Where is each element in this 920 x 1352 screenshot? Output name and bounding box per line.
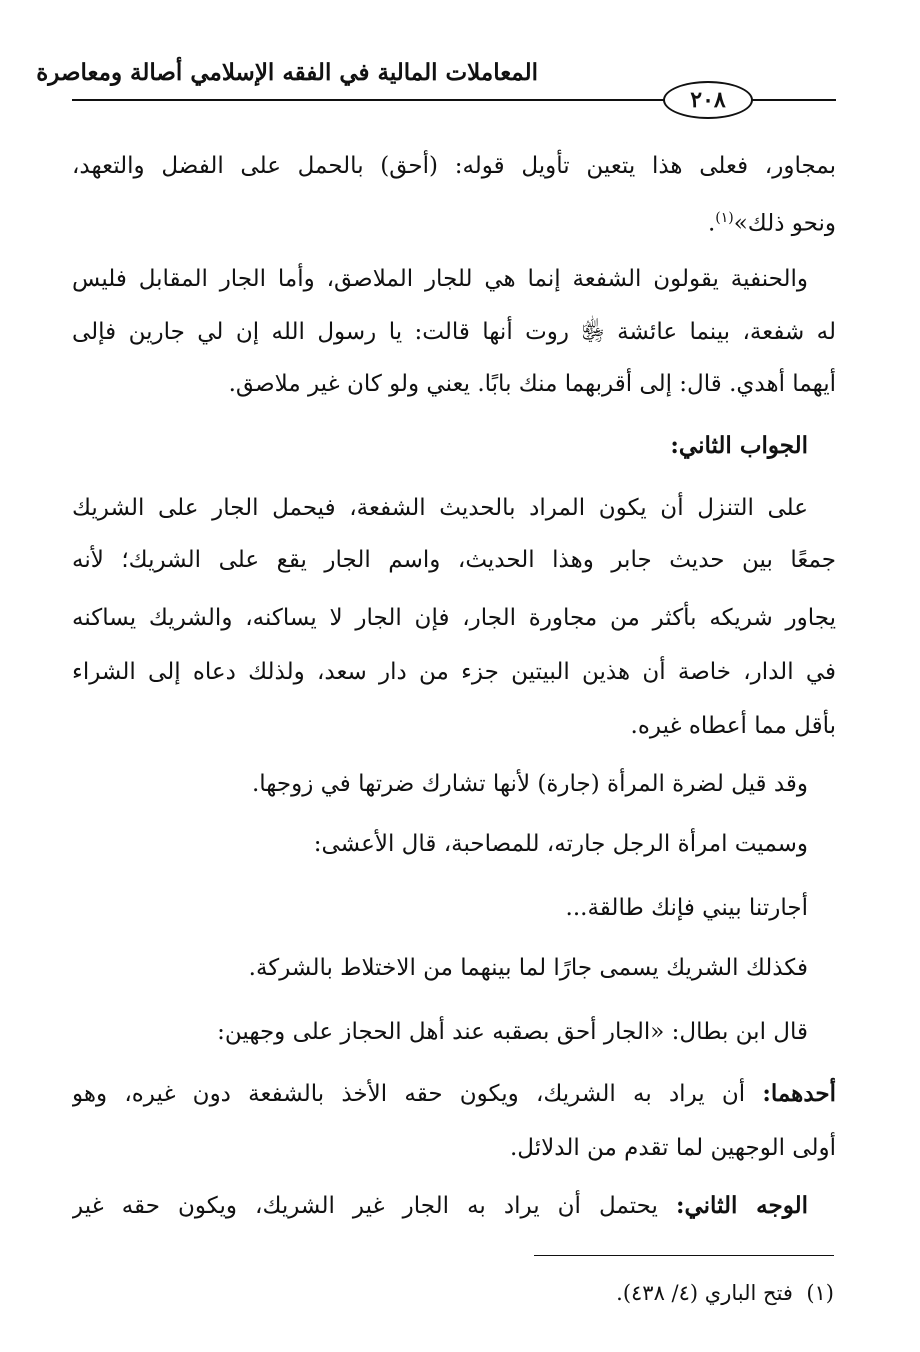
footnote-text: فتح الباري (٤/ ٤٣٨). xyxy=(616,1281,793,1305)
body-line: أولى الوجهين لما تقدم من الدلائل. xyxy=(510,1135,836,1161)
footnote-reference: (١) xyxy=(715,210,734,226)
body-line: في الدار، خاصة أن هذين البيتين جزء من دار سعد، ولذلك دعاه إلى الشراء xyxy=(72,659,836,685)
body-line: يجاور شريكه بأكثر من مجاورة الجار، فإن الجار لا يساكنه، والشريك يساكنه xyxy=(72,605,836,631)
body-line: أيهما أهدي. قال: إلى أقربهما منك بابًا. يعني ولو كان غير ملاصق. xyxy=(228,371,836,397)
body-line: قال ابن بطال: «الجار أحق بصقبه عند أهل الحجاز على وجهين: xyxy=(217,1019,808,1045)
section-heading: الجواب الثاني: xyxy=(670,432,808,459)
body-line: فكذلك الشريك يسمى جارًا لما بينهما من الاختلاط بالشركة. xyxy=(248,955,808,981)
footnote-marker: (١) xyxy=(806,1281,834,1305)
poetry-line: أجارتنا بيني فإنك طالقة... xyxy=(565,895,808,921)
body-line: ونحو ذلك»$^{(١)}$. xyxy=(707,210,836,237)
body-line: له شفعة، بينما عائشة ﵂ روت أنها قالت: يا رسول الله إن لي جارين فإلى xyxy=(72,319,836,345)
lead-term: الوجه الثاني: xyxy=(676,1192,809,1219)
running-header-title: المعاملات المالية في الفقه الإسلامي أصالة ومعاصرة xyxy=(36,59,538,86)
body-line: والحنفية يقولون الشفعة إنما هي للجار الملاصق، وأما الجار المقابل فليس xyxy=(72,266,808,292)
body-line: على التنزل أن يكون المراد بالحديث الشفعة، فيحمل الجار على الشريك xyxy=(72,495,808,521)
footnote-rule xyxy=(534,1255,834,1256)
body-line: أحدهما: أن يراد به الشريك، ويكون حقه الأخذ بالشفعة دون غيره، وهو xyxy=(72,1080,836,1107)
footnote xyxy=(500,1278,834,1308)
page-number: ٢٠٨ xyxy=(663,81,753,119)
body-line: بأقل مما أعطاه غيره. xyxy=(630,713,836,739)
body-line: وقد قيل لضرة المرأة (جارة) لأنها تشارك ضرتها في زوجها. xyxy=(251,771,808,797)
body-line: الوجه الثاني: يحتمل أن يراد به الجار غير الشريك، ويكون حقه غير xyxy=(72,1192,809,1219)
body-line: بمجاور، فعلى هذا يتعين تأويل قوله: (أحق) بالحمل على الفضل والتعهد، xyxy=(72,153,836,179)
body-line: وسميت امرأة الرجل جارته، للمصاحبة، قال الأعشى: xyxy=(313,831,808,857)
lead-term: أحدهما: xyxy=(762,1080,836,1107)
body-line: جمعًا بين حديث جابر وهذا الحديث، واسم الجار يقع على الشريك؛ لأنه xyxy=(72,547,836,573)
